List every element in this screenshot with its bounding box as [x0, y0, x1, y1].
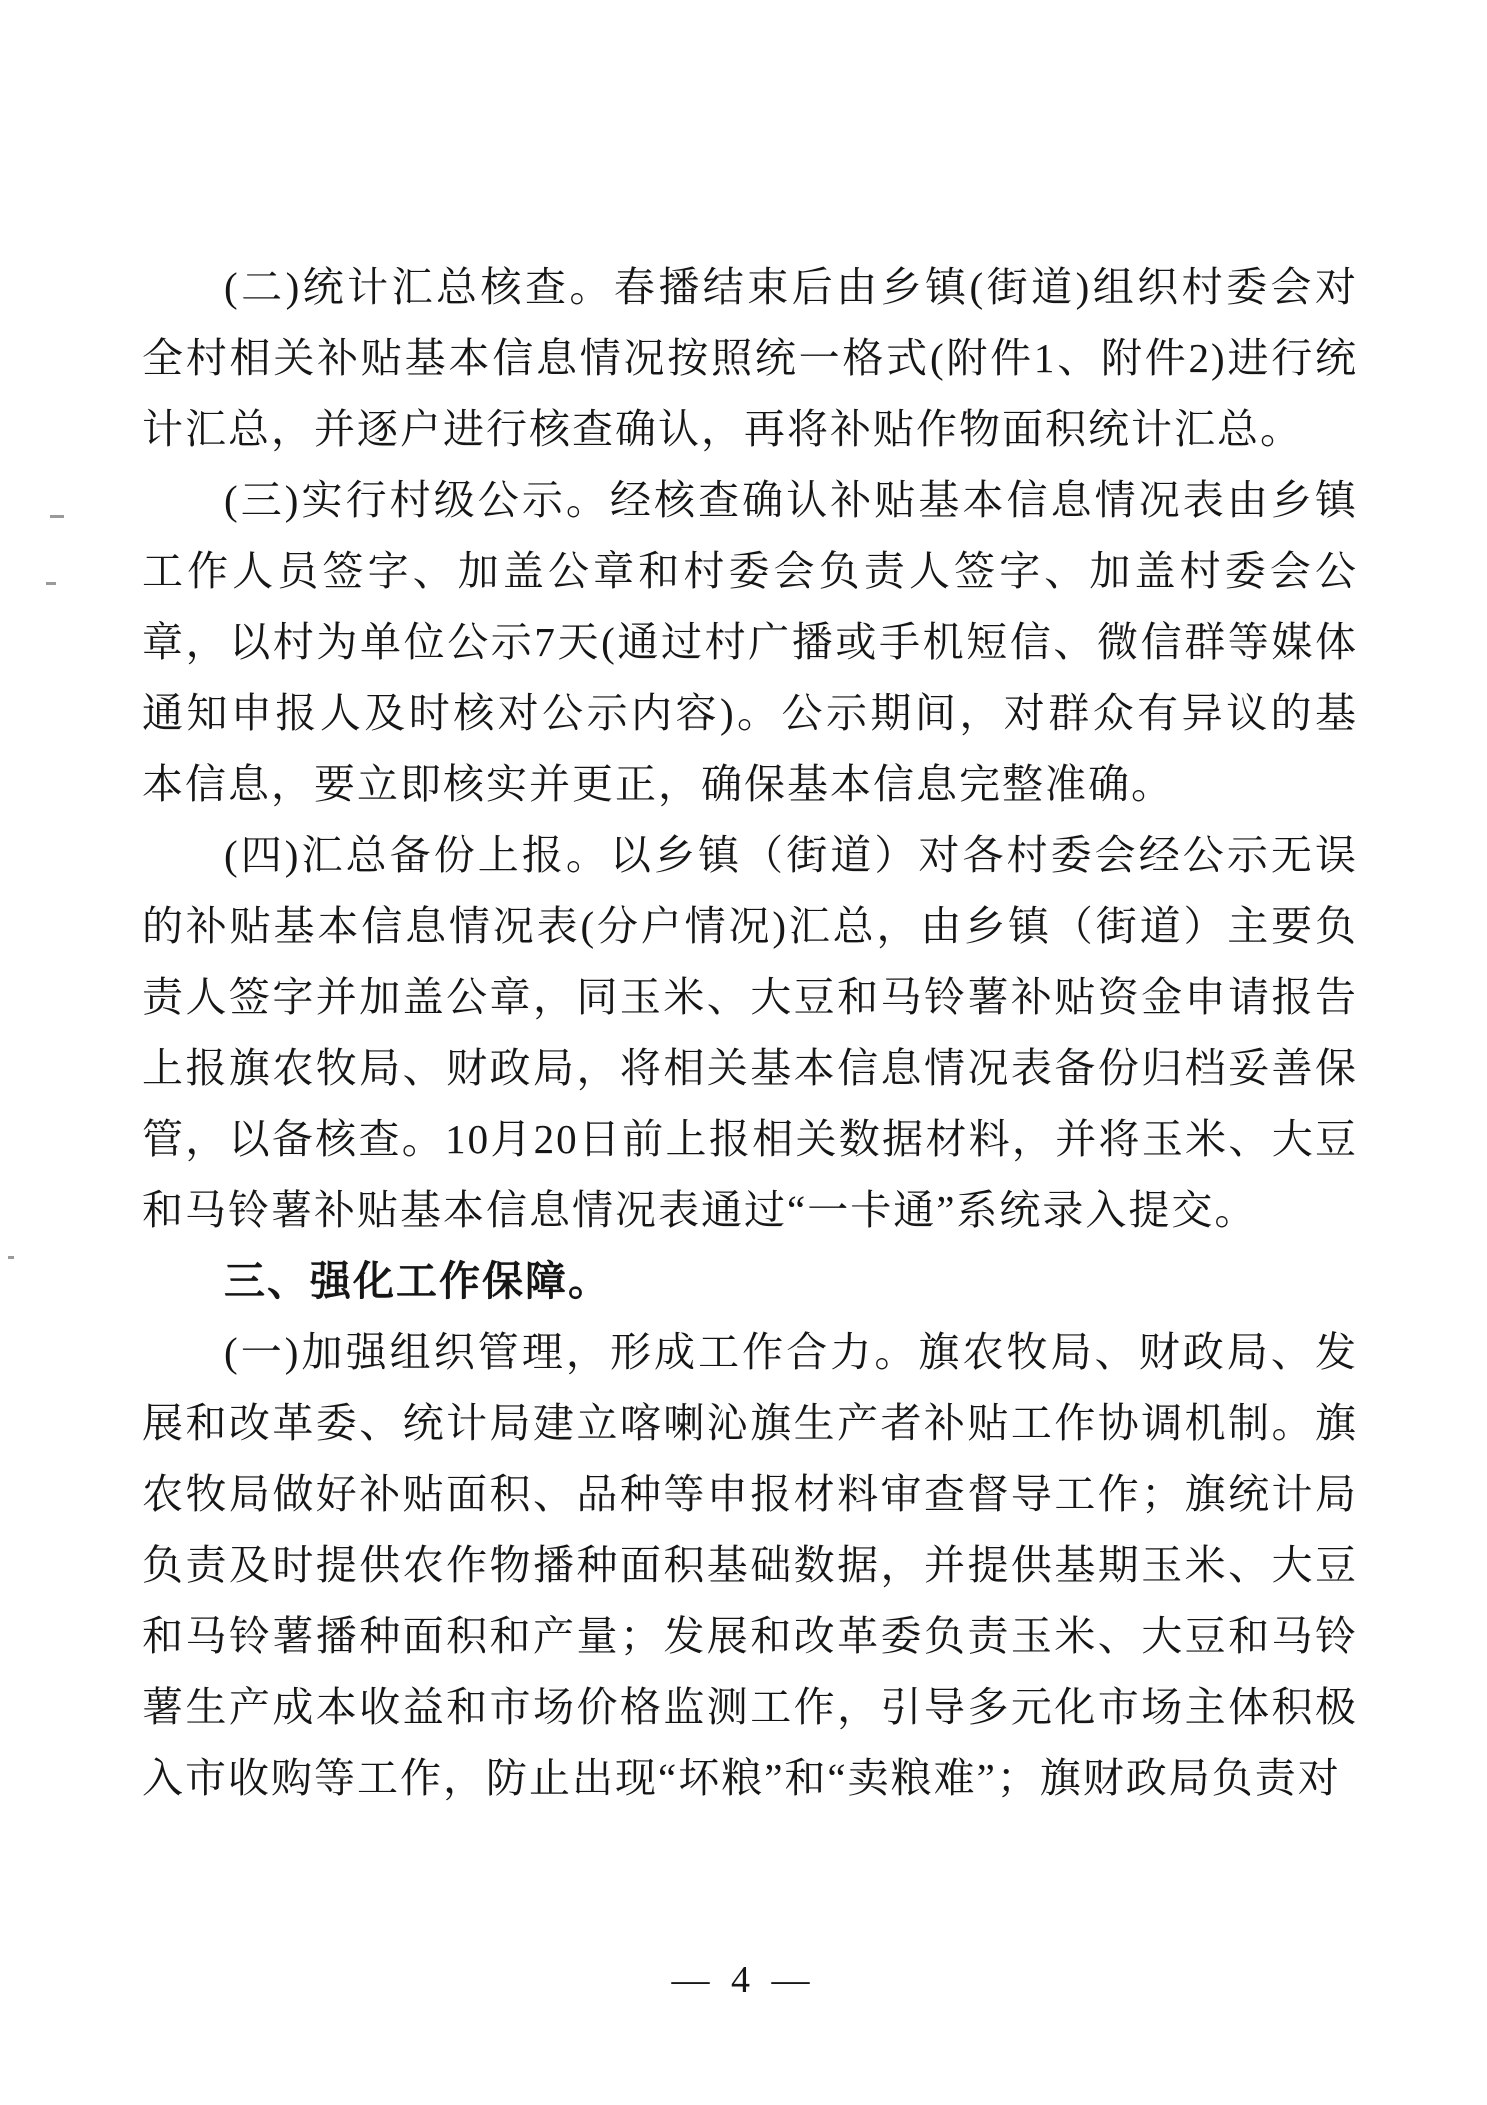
paragraph-statistics-summary-check: (二)统计汇总核查。春播结束后由乡镇(街道)组织村委会对全村相关补贴基本信息情况按照统一格式(附件1、附件2)进行统计汇总，并逐户进行核查确认，再将补贴作物面积统计汇总。 — [142, 264, 1358, 452]
paragraph-summary-backup-report: (四)汇总备份上报。以乡镇（街道）对各村委会经公示无误的补贴基本信息情况表(分户情况)汇总，由乡镇（街道）主要负责人签字并加盖公章，同玉米、大豆和马铃薯补贴资金申请报告上报旗农牧局、财政局，将相关基本信息情况表备份归档妥善保管，以备核查。10月20日前上报相关数据材料，并将玉米、大豆和马铃薯补贴基本信息情况表通过“一卡通”系统录入提交。 — [142, 832, 1358, 1233]
paragraph-village-publicity: (三)实行村级公示。经核查确认补贴基本信息情况表由乡镇工作人员签字、加盖公章和村委会负责人签字、加盖村委会公章，以村为单位公示7天(通过村广播或手机短信、微信群等媒体通知申报人及时核对公示内容)。公示期间，对群众有异议的基本信息，要立即核实并更正，确保基本信息完整准确。 — [142, 477, 1358, 807]
scan-speck — [8, 1256, 14, 1259]
scan-speck — [46, 582, 56, 585]
scan-speck — [50, 515, 64, 518]
paragraph-strengthen-organization: (一)加强组织管理，形成工作合力。旗农牧局、财政局、发展和改革委、统计局建立喀喇沁旗生产者补贴工作协调机制。旗农牧局做好补贴面积、品种等申报材料审查督导工作；旗统计局负责及时提供农作物播种面积基础数据，并提供基期玉米、大豆和马铃薯播种面积和产量；发展和改革委负责玉米、大豆和马铃薯生产成本收益和市场价格监测工作，引导多元化市场主体积极入市收购等工作，防止出现“坏粮”和“卖粮难”；旗财政局负责对 — [142, 1329, 1358, 1801]
document-body — [142, 252, 1358, 1814]
section-heading-work-guarantee: 三、强化工作保障。 — [224, 1258, 611, 1304]
page-number: — 4 — — [671, 1959, 816, 2001]
